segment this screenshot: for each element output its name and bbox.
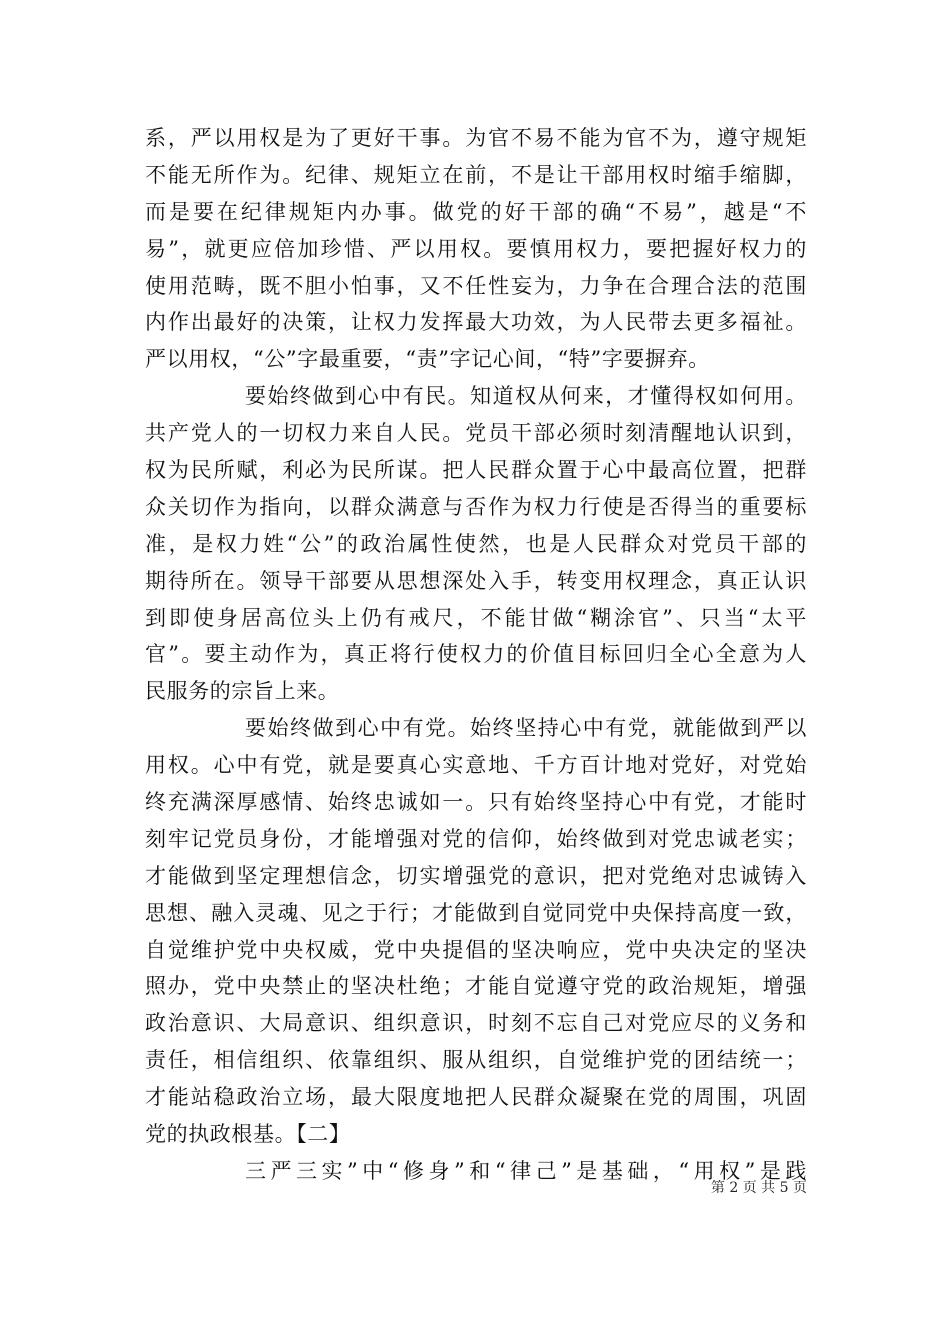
text-line: 照办，党中央禁止的坚决杜绝；才能自觉遵守党的政治规矩，增强	[145, 974, 807, 999]
text-line: 准，是权力姓“公”的政治属性使然，也是人民群众对党员干部的	[145, 531, 807, 556]
text-line: 终充满深厚感情、始终忠诚如一。只有始终坚持心中有党，才能时	[145, 790, 807, 815]
text-line: 思想、融入灵魂、见之于行；才能做到自觉同党中央保持高度一致，	[145, 900, 807, 925]
text-line: 要始终做到心中有党。始终坚持心中有党，就能做到严以	[245, 716, 807, 741]
text-line: 到即使身居高位头上仍有戒尺，不能甘做“糊涂官”、只当“太平	[145, 605, 807, 630]
page-number-footer: 第 2 页 共 5 页	[710, 1180, 807, 1196]
text-line: 易”，就更应倍加珍惜、严以用权。要慎用权力，要把握好权力的	[145, 236, 807, 261]
text-line: 不能无所作为。纪律、规矩立在前，不是让干部用权时缩手缩脚，	[145, 162, 807, 187]
document-body	[145, 120, 807, 1190]
text-line: 使用范畴，既不胆小怕事，又不任性妄为，力争在合理合法的范围	[145, 273, 807, 298]
text-line: 政治意识、大局意识、组织意识，时刻不忘自己对党应尽的义务和	[145, 1011, 807, 1036]
text-line: 要始终做到心中有民。知道权从何来，才懂得权如何用。	[245, 384, 807, 409]
text-line: 民服务的宗旨上来。	[145, 679, 340, 704]
text-line: 严以用权，“公”字最重要，“责”字记心间，“特”字要摒弃。	[145, 347, 710, 372]
text-line: 自觉维护党中央权威，党中央提倡的坚决响应，党中央决定的坚决	[145, 937, 807, 962]
text-line: 责任，相信组织、依靠组织、服从组织，自觉维护党的团结统一；	[145, 1048, 807, 1073]
text-line: 众关切作为指向，以群众满意与否作为权力行使是否得当的重要标	[145, 494, 807, 519]
text-line: 而是要在纪律规矩内办事。做党的好干部的确“不易”，越是“不	[145, 199, 807, 224]
text-line: 才能站稳政治立场，最大限度地把人民群众凝聚在党的周围，巩固	[145, 1085, 807, 1110]
text-line: 期待所在。领导干部要从思想深处入手，转变用权理念，真正认识	[145, 568, 807, 593]
text-line: 党的执政根基。【二】	[145, 1122, 351, 1147]
text-line: 共产党人的一切权力来自人民。党员干部必须时刻清醒地认识到，	[145, 421, 807, 446]
text-line: 系，严以用权是为了更好干事。为官不易不能为官不为，遵守规矩	[145, 126, 807, 150]
text-line: 刻牢记党员身份，才能增强对党的信仰，始终做到对党忠诚老实；	[145, 826, 807, 851]
text-line: 用权。心中有党，就是要真心实意地、千方百计地对党好，对党始	[145, 753, 807, 778]
text-line: 三严三实”中“修身”和“律己”是基础，“用权”是践	[245, 1158, 807, 1183]
text-line: 官”。要主动作为，真正将行使权力的价值目标回归全心全意为人	[145, 642, 807, 667]
text-line: 权为民所赋，利必为民所谋。把人民群众置于心中最高位置，把群	[145, 458, 807, 483]
text-line: 内作出最好的决策，让权力发挥最大功效，为人民带去更多福祉。	[145, 310, 807, 335]
text-line: 才能做到坚定理想信念，切实增强党的意识，把对党绝对忠诚铸入	[145, 863, 807, 888]
